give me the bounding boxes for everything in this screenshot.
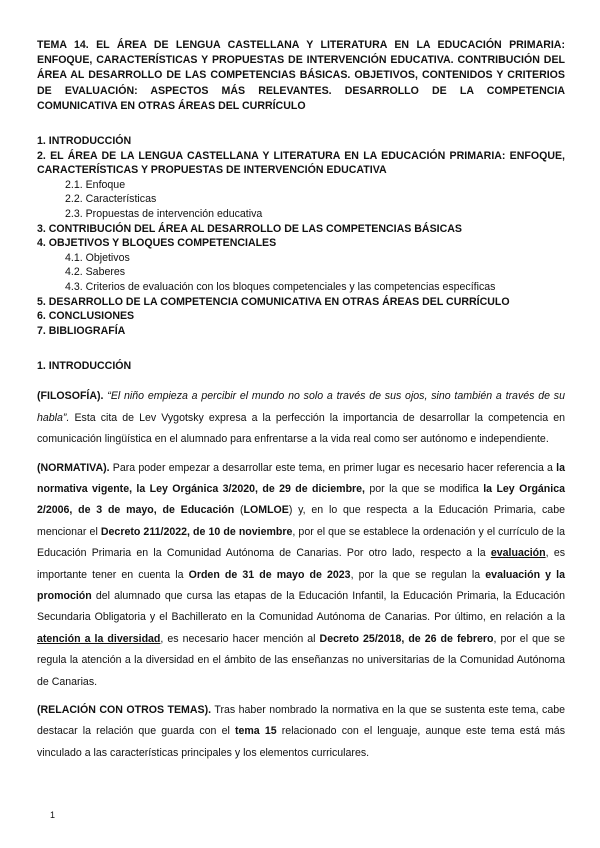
text: , por el que se establece la ordenación y el currículo de la Educación Primaria en la Comunidad Autónoma de Canarias. Por otro lado, respecto a la: [37, 525, 566, 560]
document-page: [37, 38, 565, 771]
bold-term: evaluación y la promoción: [37, 568, 565, 602]
text: , es importante tener en cuenta la: [37, 547, 566, 581]
text: , es necesario hacer mención al: [160, 632, 320, 645]
toc-subitem: 4.3. Criterios de evaluación con los bloques competenciales y las competencias específicas: [65, 280, 496, 293]
text: Tras haber nombrado la normativa en la que se sustenta este tema, cabe destacar la relación que guarda con el: [37, 704, 565, 738]
text: Para poder empezar a desarrollar este tema, en primer lugar es necesario hacer referencia a: [109, 461, 557, 474]
document-title: TEMA 14. EL ÁREA DE LENGUA CASTELLANA Y LITERATURA EN LA EDUCACIÓN PRIMARIA: ENFOQUE, CARACTERÍSTICAS Y PROPUESTAS DE INTERVENCIÓN EDUCATIVA. CONTRIBUCIÓN DEL ÁREA AL DESARROLLO DE LAS COMPETENCIAS BÁSICAS. OBJETIVOS, CONTENIDOS Y CRITERIOS DE EVALUACIÓN: ASPECTOS MÁS RELEVANTES. DESARROLLO DE LA COMPETENCIA COMUNICATIVA EN OTRAS ÁREAS DEL CURRÍCULO: [37, 39, 565, 112]
toc-subitem: 2.3. Propuestas de intervención educativa: [65, 207, 263, 220]
section-heading: 1. INTRODUCCIÓN: [37, 360, 132, 373]
paragraph-label: (NORMATIVA).: [37, 461, 110, 474]
toc-item: 6. CONCLUSIONES: [37, 310, 135, 323]
toc-item: 3. CONTRIBUCIÓN DEL ÁREA AL DESARROLLO DE LAS COMPETENCIAS BÁSICAS: [37, 222, 462, 235]
underlined-term: atención a la diversidad: [37, 632, 161, 645]
text: , por la que se regulan la: [350, 568, 486, 581]
text: del alumnado que cursa las etapas de la Educación Infantil, la Educación Primaria, la Educación Secundaria Obligatoria y el Bachillerato en la Comunidad Autónoma de Canarias. Por último, en relación a la: [37, 589, 565, 624]
toc-subitem: 2.1. Enfoque: [65, 178, 126, 191]
text: Esta cita de Lev Vygotsky expresa a la perfección la importancia de desarrollar la competencia en comunicación lingüística en el alumnado para enfrentarse a la vida real como ser autónomo e independiente.: [37, 411, 565, 446]
toc-item: 2. EL ÁREA DE LA LENGUA CASTELLANA Y LITERATURA EN LA EDUCACIÓN PRIMARIA: ENFOQUE, CARACTERÍSTICAS Y PROPUESTAS DE INTERVENCIÓN EDUCATIVA: [37, 149, 565, 177]
paragraph-filosofia: [37, 386, 565, 450]
table-of-contents: [37, 134, 565, 338]
paragraph-normativa: [37, 458, 565, 693]
law-reference: Decreto 211/2022, de 10 de noviembre: [100, 525, 293, 538]
quote: “El niño empieza a percibir el mundo no solo a través de sus ojos, sino también a través de su habla”.: [37, 390, 565, 424]
toc-subitem: 4.2. Saberes: [65, 266, 126, 279]
text: por la que se modifica: [365, 482, 484, 495]
bold-term: tema 15: [234, 725, 277, 738]
underlined-term: evaluación: [490, 547, 546, 560]
text: , por el que se regula la atención a la diversidad en el ámbito de las enseñanzas no universitarias de la Comunidad Autónoma de Canarias.: [37, 632, 566, 688]
text: ) y, en lo que respecta a la Educación Primaria, cabe mencionar el: [37, 504, 565, 538]
toc-item: 7. BIBLIOGRAFÍA: [37, 324, 126, 337]
paragraph-label: (FILOSOFÍA).: [37, 390, 104, 403]
law-reference: la normativa vigente, la Ley Orgánica 3/2020, de 29 de diciembre,: [37, 461, 565, 495]
toc-subitem: 2.2. Características: [65, 193, 157, 206]
toc-subitem: 4.1. Objetivos: [65, 251, 130, 264]
toc-item: 4. OBJETIVOS Y BLOQUES COMPETENCIALES: [37, 237, 277, 250]
page-number: 1: [50, 810, 56, 820]
paragraph-label: (RELACIÓN CON OTROS TEMAS).: [37, 704, 212, 717]
text: relacionado con el lenguaje, aunque este tema está más vinculado a las características principales y los elementos curriculares.: [37, 725, 565, 759]
toc-item: 5. DESARROLLO DE LA COMPETENCIA COMUNICATIVA EN OTRAS ÁREAS DEL CURRÍCULO: [37, 295, 510, 308]
law-reference: Decreto 25/2018, de 26 de febrero: [319, 632, 494, 645]
law-reference: la Ley Orgánica 2/2006, de 3 de mayo, de Educación: [37, 482, 566, 517]
law-acronym: LOMLOE: [243, 504, 289, 517]
text: (: [234, 504, 244, 517]
toc-item: 1. INTRODUCCIÓN: [37, 135, 132, 148]
law-reference: Orden de 31 de mayo de 2023: [188, 568, 351, 581]
paragraph-relacion: [37, 700, 565, 764]
